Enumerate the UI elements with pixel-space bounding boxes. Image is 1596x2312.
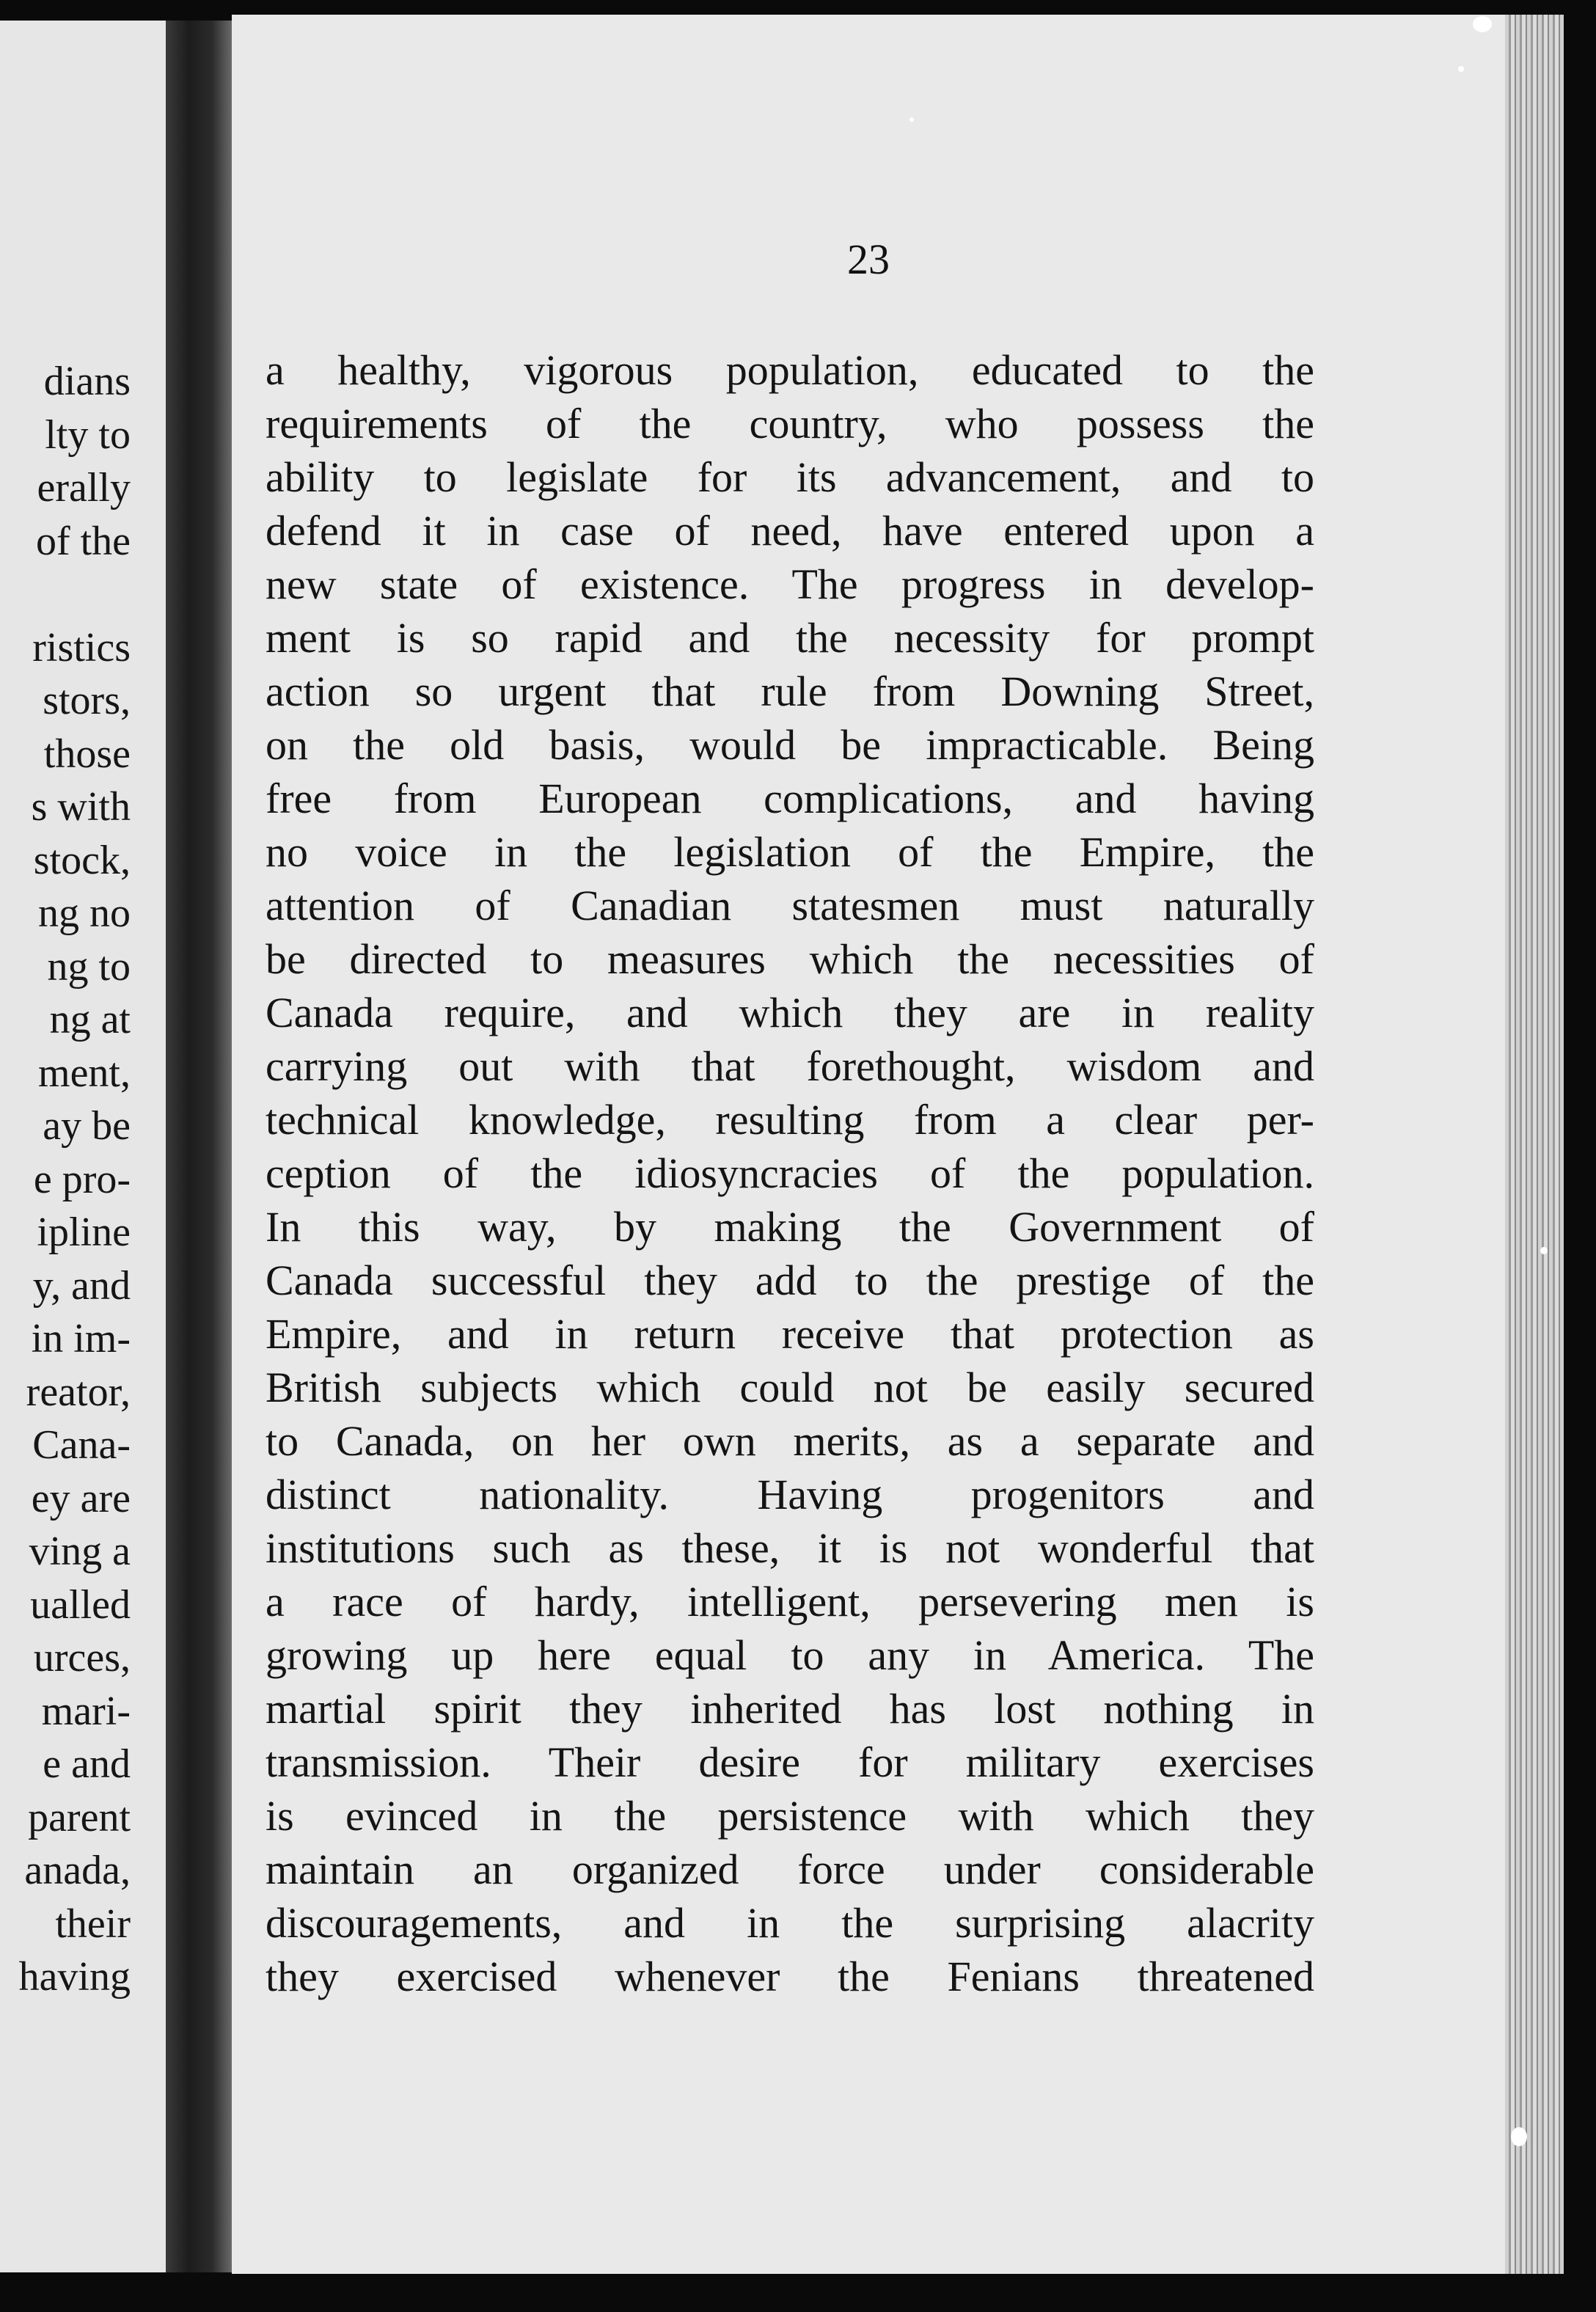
body-line: Canada require, and which they are in reality bbox=[266, 989, 1314, 1036]
body-line: ability to legislate for its advancement, and to bbox=[266, 453, 1314, 501]
left-page-line: urces, bbox=[33, 1635, 131, 1680]
left-page-line: dians bbox=[43, 359, 131, 404]
left-page-line: ng to bbox=[47, 943, 131, 989]
left-page-line: stock, bbox=[33, 837, 131, 883]
body-line: discouragements, and in the surprising alacrity bbox=[266, 1899, 1314, 1947]
left-page-line: ving a bbox=[29, 1529, 131, 1574]
left-page-line: anada, bbox=[24, 1848, 131, 1893]
left-page-line: Cana- bbox=[32, 1422, 131, 1468]
body-line: on the old basis, would be impracticable. Being bbox=[266, 721, 1314, 769]
left-page-line: in im- bbox=[31, 1316, 131, 1361]
left-page-line: their bbox=[55, 1901, 131, 1947]
body-line: to Canada, on her own merits, as a separate and bbox=[266, 1417, 1314, 1465]
body-line: Canada successful they add to the prestige of the bbox=[266, 1256, 1314, 1304]
body-line: martial spirit they inherited has lost nothing in bbox=[266, 1685, 1314, 1733]
left-page-line: lty to bbox=[45, 411, 131, 458]
body-line: is evinced in the persistence with which they bbox=[266, 1792, 1314, 1840]
left-page-line: parent bbox=[28, 1794, 131, 1840]
page-edges bbox=[1505, 15, 1564, 2274]
left-page-line: stors, bbox=[43, 678, 131, 723]
left-page-line: e pro- bbox=[33, 1156, 131, 1202]
body-line: free from European complications, and having bbox=[266, 775, 1314, 822]
body-line: defend it in case of need, have entered upon a bbox=[266, 507, 1314, 555]
book-gutter bbox=[166, 21, 232, 2272]
left-page-line: ey are bbox=[31, 1475, 131, 1521]
left-page-line: mari- bbox=[41, 1688, 131, 1734]
left-facing-page bbox=[0, 21, 166, 2272]
left-page-line: e and bbox=[43, 1741, 131, 1787]
left-page-line: ipline bbox=[37, 1210, 131, 1255]
body-text bbox=[266, 343, 1314, 2003]
body-line: growing up here equal to any in America. The bbox=[266, 1631, 1314, 1679]
body-line: British subjects which could not be easily secured bbox=[266, 1364, 1314, 1411]
left-page-line: erally bbox=[37, 465, 131, 511]
left-page-line: ualled bbox=[30, 1581, 131, 1628]
body-line: institutions such as these, it is not wonderful that bbox=[266, 1524, 1314, 1572]
body-line: In this way, by making the Government of bbox=[266, 1203, 1314, 1251]
body-line: ment is so rapid and the necessity for prompt bbox=[266, 614, 1314, 662]
body-line: requirements of the country, who possess the bbox=[266, 400, 1314, 447]
left-page-line: ay be bbox=[43, 1103, 131, 1149]
left-page-line: ng no bbox=[38, 890, 131, 936]
body-line: ception of the idiosyncracies of the population. bbox=[266, 1149, 1314, 1197]
body-line: attention of Canadian statesmen must naturally bbox=[266, 882, 1314, 929]
body-line: new state of existence. The progress in develop- bbox=[266, 560, 1314, 608]
right-page bbox=[232, 15, 1505, 2274]
body-line: carrying out with that forethought, wisdom and bbox=[266, 1042, 1314, 1090]
body-line: action so urgent that rule from Downing Street, bbox=[266, 667, 1314, 715]
left-page-line: y, and bbox=[32, 1262, 131, 1309]
left-page-line: ristics bbox=[32, 624, 131, 670]
body-line: technical knowledge, resulting from a clear per- bbox=[266, 1096, 1314, 1144]
body-line: Empire, and in return receive that protection as bbox=[266, 1310, 1314, 1358]
body-line: be directed to measures which the necessities of bbox=[266, 935, 1314, 983]
page-number: 23 bbox=[847, 235, 890, 283]
left-page-line: having bbox=[18, 1954, 131, 2000]
body-line: a race of hardy, intelligent, persevering men is bbox=[266, 1578, 1314, 1625]
left-page-line: ng at bbox=[49, 997, 131, 1042]
body-line: a healthy, vigorous population, educated to the bbox=[266, 346, 1314, 394]
left-page-line: s with bbox=[31, 784, 131, 830]
body-line: they exercised whenever the Fenians threatened bbox=[266, 1953, 1314, 2000]
body-line: no voice in the legislation of the Empire, the bbox=[266, 828, 1314, 876]
body-line: maintain an organized force under considerable bbox=[266, 1845, 1314, 1893]
left-page-line: ment, bbox=[38, 1050, 131, 1096]
body-line: transmission. Their desire for military exercises bbox=[266, 1738, 1314, 1786]
left-page-line: of the bbox=[35, 518, 131, 564]
left-page-line: reator, bbox=[26, 1369, 131, 1415]
left-page-line: those bbox=[43, 731, 131, 777]
body-line: distinct nationality. Having progenitors and bbox=[266, 1471, 1314, 1518]
